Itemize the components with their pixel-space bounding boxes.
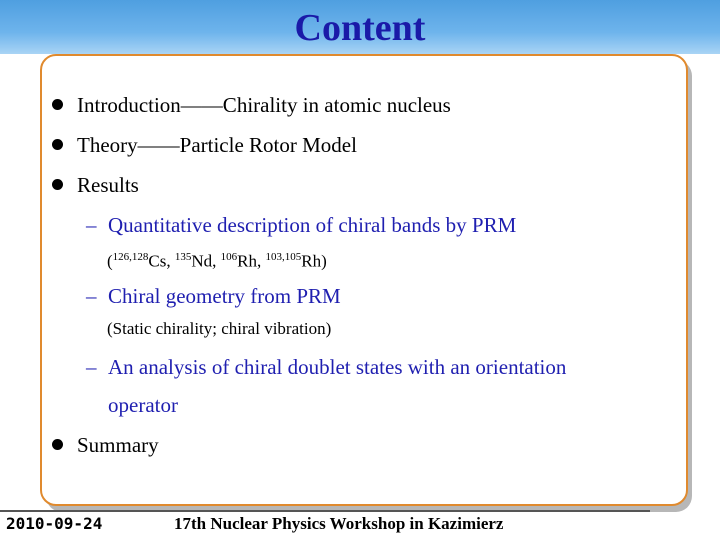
sub-item-label: An analysis of chiral doublet states with an orientation [108,355,567,379]
bullet-label: Theory——Particle Rotor Model [77,133,357,157]
results-item-analysis-continued: operator [108,393,178,417]
bullet-results [52,172,139,198]
bullet-label: Introduction——Chirality in atomic nucleus [77,93,451,117]
dash-icon: – [86,213,97,237]
footer-event-name: 17th Nuclear Physics Workshop in Kazimierz [174,514,504,533]
results-item-analysis [86,354,566,380]
bullet-dot-icon [52,99,63,110]
footer-divider [0,510,650,512]
chirality-note: (Static chirality; chiral vibration) [107,319,332,338]
bullet-summary [52,432,159,458]
bullet-dot-icon [52,179,63,190]
bullet-introduction [52,92,451,118]
slide-title: Content [294,7,426,49]
dash-icon: – [86,355,97,379]
bullet-label: Results [77,173,139,197]
bullet-dot-icon [52,139,63,150]
results-item-geometry [86,283,341,309]
dash-icon: – [86,284,97,308]
sub-item-label: Chiral geometry from PRM [108,284,341,308]
bullet-label: Summary [77,433,159,457]
footer-date: 2010-09-24 [6,514,103,533]
nuclei-note: ($^{126,128}$Cs, $^{135}$Nd, $^{106}$Rh, $^{103,105}$Rh) [107,251,327,271]
bullet-theory [52,132,357,158]
sub-item-label: Quantitative description of chiral bands by PRM [108,213,517,237]
results-item-quantitative [86,212,516,238]
bullet-dot-icon [52,439,63,450]
